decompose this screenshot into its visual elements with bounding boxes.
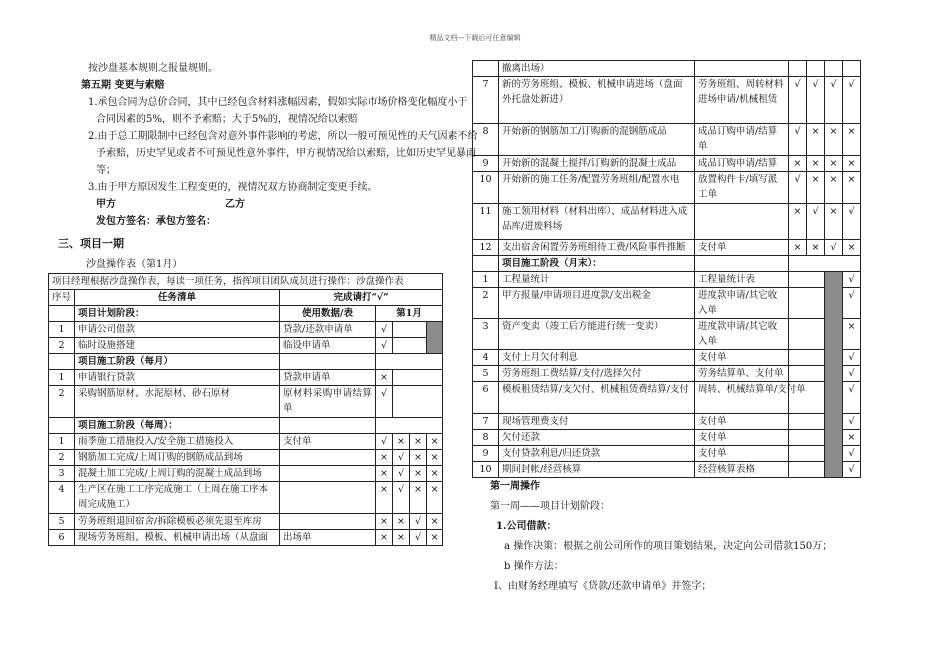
table-row	[49, 338, 443, 354]
row-task: 开始新的钢筋加工/订购新的混钢筋成品	[499, 124, 695, 156]
row-task: 采购钢筋原材、水泥原材、砂石原材	[75, 386, 280, 418]
row-data: 原材料采购申请结算单	[280, 386, 376, 418]
row-no: 1	[49, 370, 75, 386]
week-mark: ×	[807, 240, 825, 256]
row-task: 申请银行贷款	[75, 370, 280, 386]
table-row	[49, 514, 443, 530]
row-task: 支付上月欠付利息	[499, 350, 695, 366]
row-data: 支付单	[695, 350, 789, 366]
table-row	[49, 386, 443, 418]
row-data: 成品订购申请/结算	[695, 156, 789, 172]
week-mark: ×	[789, 156, 807, 172]
section-month: 项目施工阶段（每月）	[75, 354, 280, 370]
week-mark: ×	[376, 514, 393, 530]
table-row	[473, 156, 861, 172]
week-mark: √	[789, 77, 807, 124]
row-data: 支付单	[695, 430, 789, 446]
row-no: 6	[473, 382, 499, 414]
row-data: 贷款申请单	[280, 370, 376, 386]
loan-decision: a 操作决策：根据之前公司所作的项目策划结果，决定向公司借款150万；	[504, 541, 833, 552]
row-data: 经营核算表格	[695, 462, 789, 478]
row-data	[280, 482, 376, 514]
row-task: 撤离出场）	[499, 61, 695, 77]
week-mark: √	[843, 204, 861, 240]
week-mark: √	[789, 172, 807, 204]
row-task: 现场劳务班组、模板、机械申请出场（从盘面	[75, 530, 280, 546]
row-mark: ×	[843, 430, 861, 446]
row-data	[280, 514, 376, 530]
row-no: 7	[473, 414, 499, 430]
row-data: 支付单	[695, 446, 789, 462]
table-row	[473, 240, 861, 256]
row-no: 10	[473, 462, 499, 478]
table-row	[473, 288, 861, 319]
table-row	[49, 482, 443, 514]
week-mark: ×	[807, 124, 825, 156]
row-data: 贷款/还款申请单	[280, 322, 376, 338]
table-row	[473, 462, 861, 478]
row-data: 劳务班组、周转材料进场申请/机械租赁	[695, 77, 789, 124]
row-mark: ×	[376, 370, 393, 386]
table-row	[49, 322, 443, 338]
text-line: 1.承包合同为总价合同，其中已经包含材料涨幅因素，假如实际市场价格变化幅度小于	[88, 97, 468, 108]
week-mark: ×	[789, 204, 807, 240]
row-no: 1	[49, 322, 75, 338]
table-row	[473, 366, 861, 382]
operation-table-right	[472, 60, 861, 478]
loan-title: 1.公司借款：	[496, 521, 557, 532]
th-task: 任务清单	[75, 290, 280, 306]
th-month: 第1月	[376, 306, 443, 322]
row-no: 2	[473, 288, 499, 319]
row-no: 2	[49, 386, 75, 418]
row-no: 5	[49, 514, 75, 530]
week-mark: ×	[427, 450, 443, 466]
week-mark: ×	[825, 172, 843, 204]
row-mark: √	[376, 386, 393, 418]
row-task: 期间封帐/经营核算	[499, 462, 695, 478]
row-no: 4	[473, 350, 499, 366]
week-mark: ×	[807, 156, 825, 172]
section-plan: 项目计划阶段：	[75, 306, 280, 322]
week-mark: √	[393, 466, 410, 482]
week-mark: ×	[427, 530, 443, 546]
row-no: 2	[49, 450, 75, 466]
row-no: 8	[473, 430, 499, 446]
row-no: 11	[473, 204, 499, 240]
table-row	[473, 272, 861, 288]
row-mark: √	[376, 338, 393, 354]
row-mark: √	[843, 462, 861, 478]
row-data: 支付单	[695, 240, 789, 256]
table-row	[473, 319, 861, 350]
row-task: 欠付还款	[499, 430, 695, 446]
row-mark: ×	[843, 319, 861, 350]
row-mark: √	[843, 446, 861, 462]
week-mark: ×	[807, 172, 825, 204]
row-task: 混凝土加工完成/上周订购的混凝土成品到场	[75, 466, 280, 482]
row-data: 临设申请单	[280, 338, 376, 354]
row-mark: √	[843, 288, 861, 319]
week-mark: ×	[427, 466, 443, 482]
table-note: 项目经理根据沙盘操作表，每读一项任务，指挥项目团队成员进行操作：沙盘操作表	[49, 274, 443, 290]
week-mark: ×	[376, 466, 393, 482]
week-mark: ×	[410, 434, 427, 450]
week-mark: ×	[376, 530, 393, 546]
row-task: 资产变卖（竣工后方能进行统一变卖）	[499, 319, 695, 350]
party-b-label: 乙方	[225, 199, 245, 210]
row-data	[280, 466, 376, 482]
table-row	[473, 382, 861, 414]
page-header: 精品文档---下载后可任意编辑	[429, 34, 521, 42]
week-mark: √	[825, 77, 843, 124]
row-task: 临时设施搭建	[75, 338, 280, 354]
th-data: 使用数据/表	[280, 306, 376, 322]
row-mark: √	[376, 322, 393, 338]
row-data: 进度款申请/其它收入单	[695, 288, 789, 319]
row-task: 雨季施工措施投入/安全施工措施投入	[75, 434, 280, 450]
left-column	[48, 60, 478, 546]
row-task: 支出宿舍闲置劳务班组待工费/风险事件推断	[499, 240, 695, 256]
row-task: 申请公司借款	[75, 322, 280, 338]
table-row	[473, 414, 861, 430]
week-mark: ×	[843, 156, 861, 172]
week-mark: √	[410, 530, 427, 546]
table-row	[49, 370, 443, 386]
row-task: 钢筋加工完成/上周订购的钢筋成品到场	[75, 450, 280, 466]
table-row	[49, 434, 443, 450]
week-mark: √	[393, 482, 410, 514]
row-data: 工程量统计表	[695, 272, 789, 288]
row-mark: √	[843, 414, 861, 430]
week-mark: ×	[410, 482, 427, 514]
table-row	[49, 450, 443, 466]
week1-title: 第一周操作	[490, 481, 540, 492]
week-mark: √	[410, 514, 427, 530]
row-no: 1	[473, 272, 499, 288]
text-line: 2.由于总工期限制中已经包含对意外事件影响的考虑，所以一般可预见性的天气因素不给	[88, 131, 478, 142]
text-line: 3.由于甲方原因发生工程变更的，视情况双方协商制定变更手续。	[88, 182, 378, 193]
row-mark: √	[843, 272, 861, 288]
week-mark: √	[825, 240, 843, 256]
week-mark: ×	[393, 530, 410, 546]
row-no: 12	[473, 240, 499, 256]
row-no: 8	[473, 124, 499, 156]
row-task: 工程量统计	[499, 272, 695, 288]
row-no: 10	[473, 172, 499, 204]
table-row	[49, 466, 443, 482]
party-a-label: 甲方	[96, 199, 116, 210]
row-task: 现场管理费支付	[499, 414, 695, 430]
week-mark: ×	[825, 204, 843, 240]
section-week: 项目施工阶段（每周）：	[75, 418, 280, 434]
table-row	[473, 77, 861, 124]
loan-step-1: Ⅰ、由财务经理填写《贷款/还款申请单》并签字；	[494, 581, 712, 592]
table-row	[473, 430, 861, 446]
table-row	[473, 124, 861, 156]
th-no: 序号	[49, 290, 75, 306]
week-mark: ×	[427, 434, 443, 450]
row-no: 6	[49, 530, 75, 546]
row-data: 成品订购申请/结算单	[695, 124, 789, 156]
table-row	[473, 446, 861, 462]
row-no: 7	[473, 77, 499, 124]
week-mark: ×	[393, 514, 410, 530]
week-mark: √	[843, 77, 861, 124]
week-mark: ×	[376, 482, 393, 514]
week-mark: ×	[843, 172, 861, 204]
week-mark: ×	[410, 450, 427, 466]
week1-phase: 第一周——项目计划阶段：	[490, 501, 610, 512]
table-row	[473, 172, 861, 204]
row-no: 5	[473, 366, 499, 382]
row-task: 生产区在施工工序完成施工（上周在施工序本周完成施工）	[75, 482, 280, 514]
signature-line: 发包方签名：承包方签名：	[96, 216, 216, 227]
row-task: 劳务班组工费结算/支付/选择欠付	[499, 366, 695, 382]
week-mark: ×	[427, 482, 443, 514]
row-no: 9	[473, 446, 499, 462]
week-mark: ×	[376, 450, 393, 466]
operation-table-left	[48, 273, 443, 546]
week-mark: √	[807, 77, 825, 124]
week-mark: ×	[843, 124, 861, 156]
week-mark: ×	[393, 434, 410, 450]
text-line: 予索赔，历史罕见或者不可预见性意外事件，甲方视情况给以索赔，比如历史罕见暴雨	[96, 148, 476, 159]
row-task: 模板租赁结算/支欠付、机械租赁费结算/支付	[499, 382, 695, 414]
row-mark: √	[843, 350, 861, 366]
week-mark: √	[807, 204, 825, 240]
row-task: 开始新的混凝土搅拌/订购新的混凝土成品	[499, 156, 695, 172]
row-no: 4	[49, 482, 75, 514]
section-title-phase-one: 三、项目一期	[58, 237, 124, 250]
row-mark: √	[843, 382, 861, 414]
week-mark: ×	[825, 156, 843, 172]
row-no: 2	[49, 338, 75, 354]
week-mark: ×	[427, 514, 443, 530]
table-row	[473, 350, 861, 366]
table-row	[473, 204, 861, 240]
loan-method: b 操作方法：	[504, 561, 564, 572]
week-mark: ×	[410, 466, 427, 482]
week-mark: ×	[843, 240, 861, 256]
row-data: 放置构件卡/填写派工单	[695, 172, 789, 204]
row-data: 支付单	[280, 434, 376, 450]
row-data: 劳务结算单、支付单	[695, 366, 789, 382]
week-mark: ×	[789, 240, 807, 256]
row-task: 开始新的施工任务/配置劳务班组/配置水电	[499, 172, 695, 204]
week-mark: ×	[825, 124, 843, 156]
row-no: 3	[473, 319, 499, 350]
row-data: 出场单	[280, 530, 376, 546]
week-mark: √	[789, 124, 807, 156]
week-mark: √	[376, 434, 393, 450]
row-no: 9	[473, 156, 499, 172]
row-task: 劳务班组退回宿舍/拆除模板必须先退至库房	[75, 514, 280, 530]
table-row-continued	[473, 61, 861, 77]
row-no: 3	[49, 466, 75, 482]
row-no: 1	[49, 434, 75, 450]
table-caption: 沙盘操作表（第1月）	[86, 259, 183, 270]
row-data	[280, 450, 376, 466]
text-line: 合同因素的5%，则不予索赔；大于5%的，视情况给以索赔	[96, 114, 358, 125]
section-title-change-claims: 第五期 变更与索赔	[81, 80, 165, 91]
party-line	[48, 196, 442, 213]
row-task: 支付贷款利息/归还贷款	[499, 446, 695, 462]
section-monthend: 项目施工阶段（月末）：	[499, 256, 695, 272]
row-data: 周转、机械结算单/支付单	[695, 382, 789, 414]
row-mark: √	[843, 366, 861, 382]
right-column	[472, 60, 860, 595]
text-line: 等；	[96, 165, 116, 176]
th-done: 完成请打“√”	[280, 290, 443, 306]
row-task: 施工领用材料（材料出库）、成品材料进入成品库/进废料场	[499, 204, 695, 240]
row-data: 进度款申请/其它收入单	[695, 319, 789, 350]
table-row	[49, 530, 443, 546]
week-mark: √	[393, 450, 410, 466]
row-data	[695, 204, 789, 240]
text-line: 按沙盘基本规则之报量规则。	[88, 63, 218, 74]
row-data: 支付单	[695, 414, 789, 430]
row-task: 甲方报量/申请项目进度款/支出税金	[499, 288, 695, 319]
row-task: 新的劳务班组、模板、机械申请进场（盘面外托盘处新进）	[499, 77, 695, 124]
